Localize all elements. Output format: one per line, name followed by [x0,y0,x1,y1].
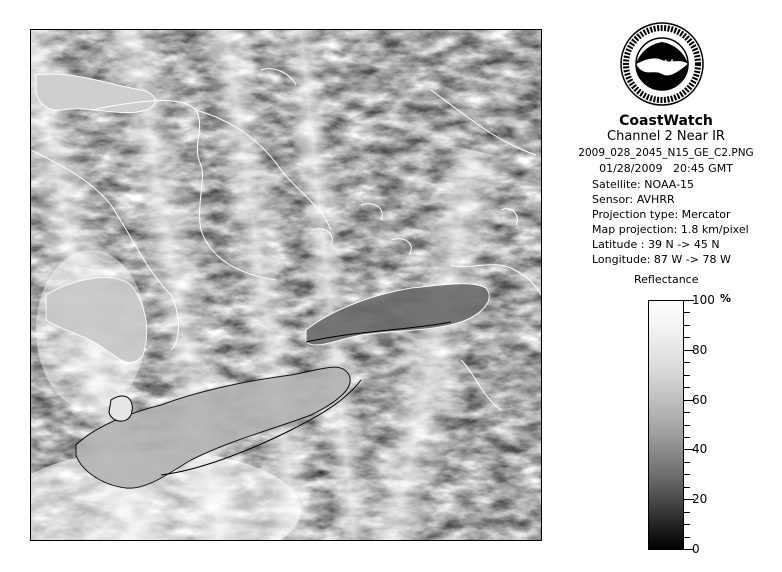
colorbar-tick [684,362,690,363]
logo-center-text: NOAA [648,59,676,69]
colorbar-tick [684,462,690,463]
satellite-image-svg [31,30,542,541]
lake-st-clair [109,396,132,421]
metadata-satellite: Satellite: NOAA-15 [592,178,695,191]
legend-title: Reflectance [634,273,699,286]
date-value: 01/28/2009 [599,162,663,175]
colorbar-tick [684,412,690,413]
colorbar-tick [684,387,690,388]
metadata-projection-type: Projection type: Mercator [592,208,731,221]
colorbar-tick [684,312,690,313]
date-line [556,162,776,176]
colorbar-tick-label: 0 [692,542,700,556]
info-panel [556,20,776,560]
colorbar-tick-label: 100 [692,293,715,307]
metadata-longitude: Longitude: 87 W -> 78 W [592,253,731,266]
filename: 2009_028_2045_N15_GE_C2.PNG [578,147,754,159]
noaa-logo [620,22,704,106]
colorbar-tick [684,437,690,438]
reflectance-colorbar [648,300,684,550]
noaa-seal-icon [620,22,704,106]
metadata-map-projection: Map projection: 1.8 km/pixel [592,223,749,236]
colorbar-tick [684,537,690,538]
colorbar-tick [684,487,690,488]
legend-unit: % [720,292,732,305]
colorbar-tick [684,337,690,338]
metadata-latitude: Latitude : 39 N -> 45 N [592,238,720,251]
time-value: 20:45 GMT [672,162,733,175]
colorbar-tick [684,474,690,475]
satellite-image [30,29,542,541]
metadata-sensor: Sensor: AVHRR [592,193,675,206]
channel-name: Channel 2 Near IR [607,129,725,144]
colorbar-tick-label: 20 [692,492,708,507]
colorbar-tick-label: 60 [692,392,708,407]
colorbar-tick [684,425,690,426]
app-title: CoastWatch [619,113,713,129]
colorbar-tick-label: 80 [692,342,708,357]
colorbar-tick [684,512,690,513]
colorbar-tick [684,524,690,525]
colorbar-tick-label: 40 [692,442,708,457]
colorbar-tick [684,375,690,376]
colorbar-tick [684,325,690,326]
